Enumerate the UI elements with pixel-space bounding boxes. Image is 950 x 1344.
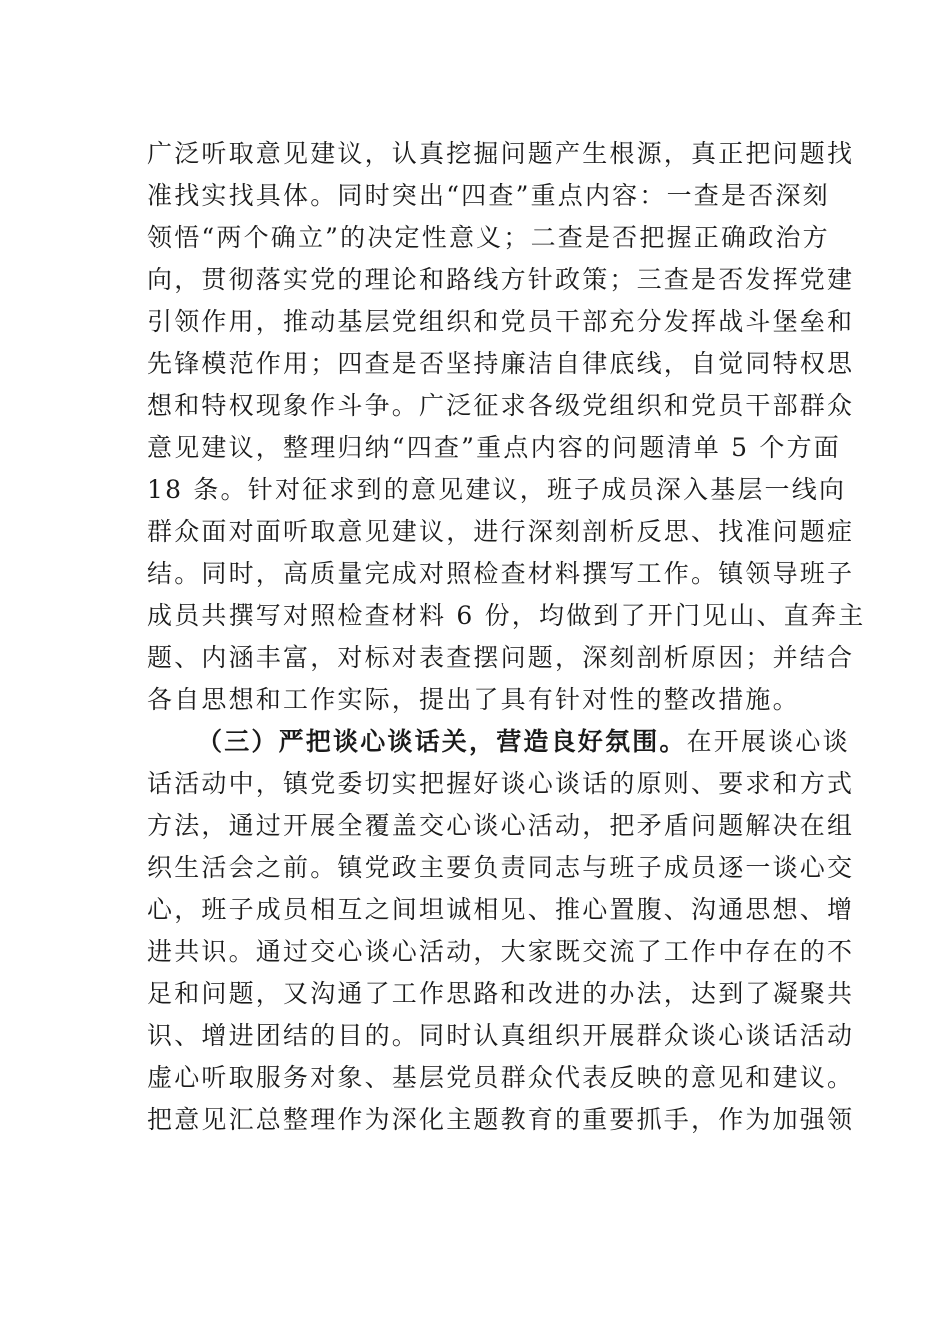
text-line: 向，贯彻落实党的理论和路线方针政策；三查是否发挥党建 [147,265,855,294]
text-line: 进共识。通过交心谈心活动，大家既交流了工作中存在的不 [147,937,855,966]
text-line: 领悟“两个确立”的决定性意义；二查是否把握正确政治方 [147,223,830,252]
text-line: 结。同时，高质量完成对照检查材料撰写工作。镇领导班子 [147,559,855,588]
text-line: 把意见汇总整理作为深化主题教育的重要抓手，作为加强领 [147,1105,855,1134]
text-line: 心，班子成员相互之间坦诚相见、推心置腹、沟通思想、增 [147,895,855,924]
text-line: 成员共撰写对照检查材料 6 份，均做到了开门见山、直奔主 [147,601,866,630]
text-line: 题、内涵丰富，对标对表查摆问题，深刻剖析原因；并结合 [147,643,855,672]
section-3-first-line [147,724,850,760]
text-line: 想和特权现象作斗争。广泛征求各级党组织和党员干部群众 [147,391,855,420]
text-line: 先锋模范作用；四查是否坚持廉洁自律底线，自觉同特权思 [147,349,855,378]
text-line: 识、增进团结的目的。同时认真组织开展群众谈心谈话活动 [147,1021,855,1050]
text-line: 意见建议，整理归纳“四查”重点内容的问题清单 5 个方面 [147,433,841,462]
text-line: 各自思想和工作实际，提出了具有针对性的整改措施。 [147,685,800,714]
text-line: 足和问题，又沟通了工作思路和改进的办法，达到了凝聚共 [147,979,855,1008]
text-line: 话活动中，镇党委切实把握好谈心谈话的原则、要求和方式 [147,769,855,798]
text-line: 群众面对面听取意见建议，进行深刻剖析反思、找准问题症 [147,517,855,546]
text-line: 18 条。针对征求到的意见建议，班子成员深入基层一线向 [147,475,847,504]
text-line: 织生活会之前。镇党政主要负责同志与班子成员逐一谈心交 [147,853,855,882]
section-3-first-line-text: 在开展谈心谈 [686,727,850,756]
text-line: 引领作用，推动基层党组织和党员干部充分发挥战斗堡垒和 [147,307,855,336]
section-3-heading: （三）严把谈心谈话关，营造良好氛围。 [197,727,687,756]
text-line: 准找实找具体。同时突出“四查”重点内容：一查是否深刻 [147,181,830,210]
text-line: 虚心听取服务对象、基层党员群众代表反映的意见和建议。 [147,1063,855,1092]
text-line: 方法，通过开展全覆盖交心谈心活动，把矛盾问题解决在组 [147,811,855,840]
text-line: 广泛听取意见建议，认真挖掘问题产生根源，真正把问题找 [147,139,855,168]
